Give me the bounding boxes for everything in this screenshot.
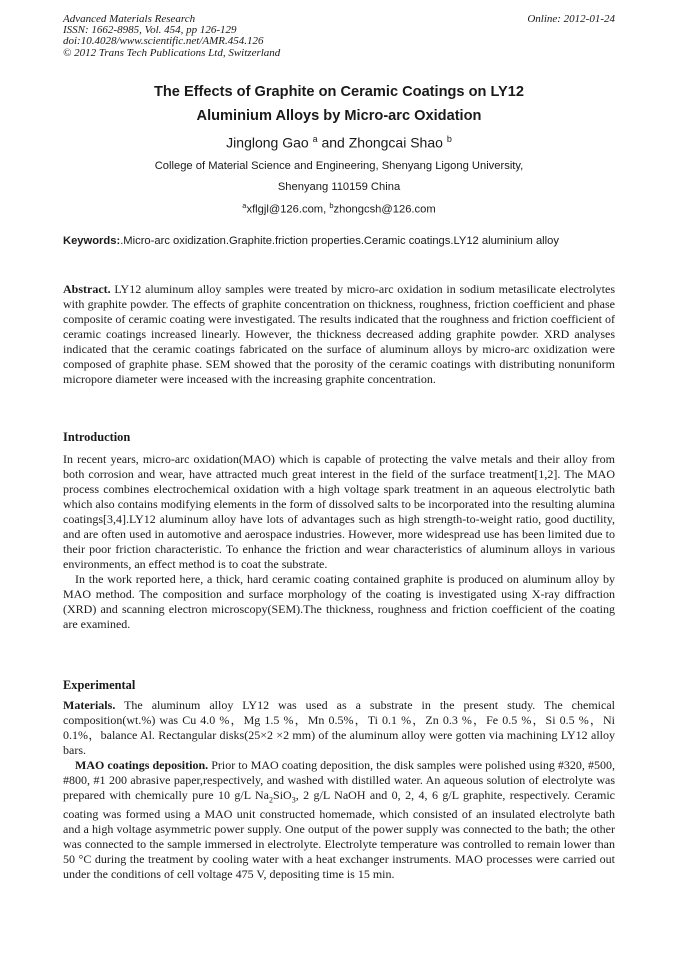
title-line-2: Aluminium Alloys by Micro-arc Oxidation [196, 108, 482, 124]
affiliation [63, 156, 615, 198]
affiliation-line-2: Shenyang 110159 China [277, 181, 401, 193]
abstract [63, 282, 615, 387]
mao-subscript-3: 3 [291, 795, 296, 805]
materials-paragraph [63, 698, 615, 758]
author-emails [63, 198, 615, 218]
email-b: zhongcsh@126.com [333, 203, 436, 216]
affiliation-line-1: College of Material Science and Engineering, Shenyang Ligong University, [154, 160, 524, 172]
email-a-mark: a [242, 201, 247, 210]
author-2: Zhongcai Shao [348, 134, 443, 151]
abstract-label: Abstract. [63, 282, 111, 296]
keywords [63, 234, 615, 249]
mao-paragraph [63, 758, 615, 882]
experimental-heading: Experimental [63, 678, 136, 692]
author-2-affil-mark: b [446, 134, 452, 144]
mao-text-1: Prior to MAO coating deposition, the disk samples were polished using #320, #500, #800, #1 200 abrasive paper,respectively, and washed with distilled water. An aqueous solution of electrolyte was prepared with chemically pure 10 g/L Na [63, 758, 615, 802]
journal-name: Advanced Materials Research [63, 13, 196, 25]
materials-label: Materials. [63, 698, 116, 712]
journal-doi: doi:10.4028/www.scientific.net/AMR.454.126 [63, 35, 264, 48]
introduction-heading: Introduction [63, 430, 131, 444]
email-a: xflgjl@126.com, [246, 203, 330, 216]
mao-text-2: SiO [273, 788, 292, 802]
paper-title [63, 80, 615, 128]
author-list [63, 130, 615, 152]
mao-label: MAO coatings deposition. [75, 758, 209, 772]
abstract-text: LY12 aluminum alloy samples were treated by micro-arc oxidation in sodium metasilicate electrolytes with graphite powder. The effects of graphite concentration on thickness, roughness, friction coefficient and phase composite of ceramic coating were investigated. The results indicated that the roughness and friction coefficient of ceramic coatings increased linearly. However, the thickness decreased adding graphite powder. XRD analyses indicated that the ceramic coatings fabricated on the surface of aluminum alloys by micro-arc oxidization were composed of graphite phase. SEM showed that the porosity of the ceramic coatings with distributing nonuniform micropore diameter were inceased with the increasing graphite concentration. [63, 282, 615, 386]
title-line-1: The Effects of Graphite on Ceramic Coatings on LY12 [153, 84, 525, 100]
author-1-affil-mark: a [312, 134, 318, 144]
journal-header [63, 14, 615, 59]
author-1: Jinglong Gao [226, 134, 309, 151]
email-b-mark: b [329, 201, 334, 210]
introduction-paragraph-1: In recent years, micro-arc oxidation(MAO) which is capable of protecting the valve metals and their alloy from both corrosion and wear, have attracted much great interest in the field of the surface treatment[1,2]. The MAO process combines electrochemical oxidation with a high voltage spark treatment in an aqueous electrolytic bath which also contains modifying elements in the form of dissolved salts to be incorporated into the resulting alumina coatings[3,4].LY12 aluminum alloy have lots of advantages such as high strength-to-weight ratio, good ductility, and are often used in automotive and aerospace industries. However, more widespread use has been limited due to their poor friction characteristic. To enhance the friction and wear characteristics of aluminum alloys in various environments, an effect method is to coat the substrate. [63, 452, 615, 571]
online-date: Online: 2012-01-24 [527, 13, 615, 25]
journal-copyright: © 2012 Trans Tech Publications Ltd, Switzerland [63, 46, 281, 59]
author-conjunction: and [321, 134, 345, 151]
introduction-paragraph-2: In the work reported here, a thick, hard ceramic coating contained graphite is produced on aluminum alloy by MAO method. The composition and surface morphology of the coating is investigated using X-ray diffraction (XRD) and scanning electron microscopy(SEM).The thickness, roughness and friction coefficient of the coating are examined. [63, 572, 615, 631]
introduction-body [63, 452, 615, 632]
journal-issn: ISSN: 1662-8985, Vol. 454, pp 126-129 [63, 24, 237, 37]
keywords-label: Keywords: [63, 235, 121, 247]
materials-text: The aluminum alloy LY12 was used as a substrate in the present study. The chemical composition(wt.%) was Cu 4.0 %，Mg 1.5 %，Mn 0.5%，Ti 0.1 %，Zn 0.3 %，Fe 0.5 %，Si 0.5 %，Ni 0.1%，balance Al. Rectangular disks(25×2 ×2 mm) of the aluminum alloy were gotten via machining LY12 alloy bars. [63, 698, 615, 757]
mao-text-3: , 2 g/L NaOH and 0, 2, 4, 6 g/L graphite, respectively. Ceramic coating was formed using a MAO unit constructed homemade, which consisted of an insulated electrolyte bath and a high voltage asymmetric power supply. One output of the power supply was connected to the bath; the other was connected to the sample immersed in electrolyte. Electrolyte temperature was controlled to remain lower than 50 °C during the treatment by cooling water with a heat exchanger instruments. MAO processes were carried out under the conditions of cell voltage 475 V, depositing time is 15 min. [63, 788, 615, 882]
keywords-text: .Micro-arc oxidization.Graphite.friction properties.Ceramic coatings.LY12 aluminium alloy [120, 235, 559, 247]
experimental-body [63, 698, 615, 882]
mao-subscript-2: 2 [269, 795, 274, 805]
